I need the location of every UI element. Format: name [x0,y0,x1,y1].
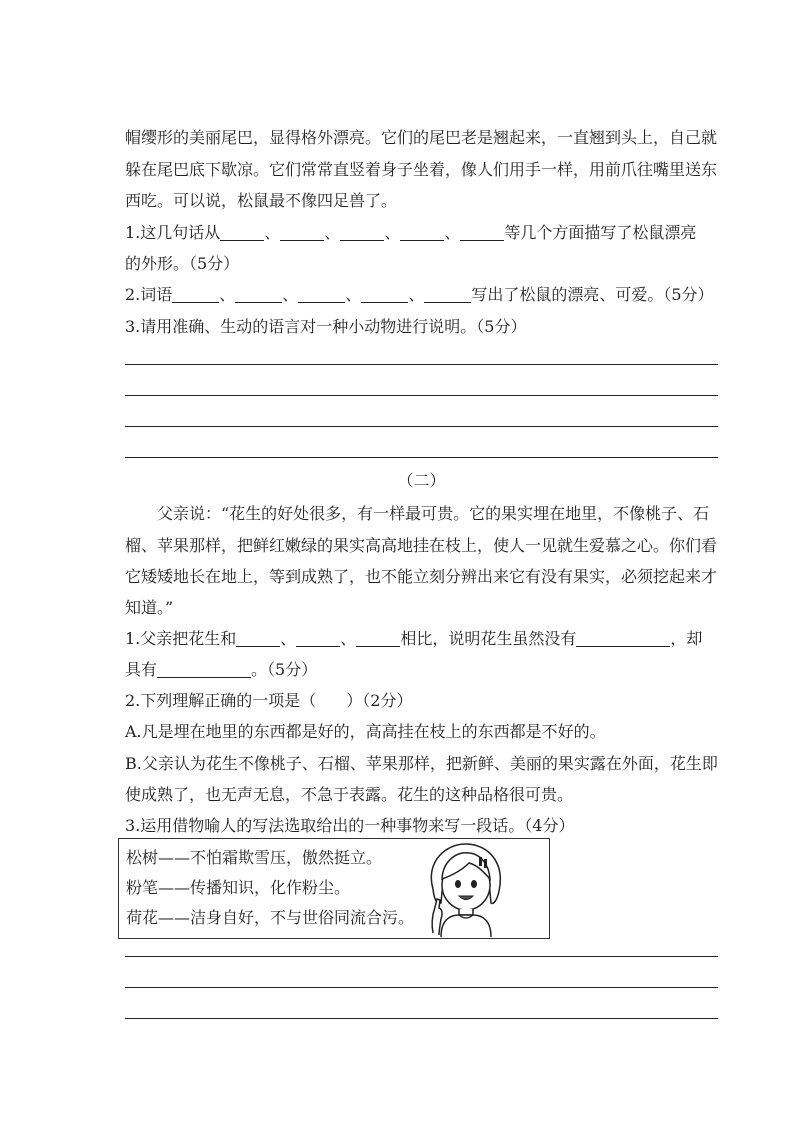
answer-blank[interactable] [460,224,504,241]
answer-blank[interactable] [296,630,340,647]
passage2-line: 它矮矮地长在地上，等到成熟了，也不能立刻分辨出来它有没有果实，必须挖起来才 [125,567,718,586]
prompt-box [118,838,550,939]
answer-blank[interactable] [356,630,400,647]
passage1-line: 躲在尾巴底下歇凉。它们常常直竖着身子坐着，像人们用手一样，用前爪往嘴里送东 [125,160,718,179]
answer-line[interactable] [125,1018,718,1019]
passage1-line: 西吃。可以说，松鼠最不像四足兽了。 [125,191,398,210]
box-item: 荷花——洁身自好，不与世俗同流合污。 [126,908,415,927]
answer-blank[interactable] [157,661,251,678]
passage2-line: 父亲说：“花生的好处很多，有一样最可贵。它的果实埋在地里，不像桃子、石 [157,504,710,523]
question-2-1-cont: 具有 。（5分） [125,660,318,679]
question-1-3: 3.请用准确、生动的语言对一种小动物进行说明。（5分） [125,317,527,336]
answer-line[interactable] [125,364,718,365]
answer-blank[interactable] [361,286,408,303]
passage2-line: 榴、苹果那样，把鲜红嫩绿的果实高高地挂在枝上，使人一见就生爱慕之心。你们看 [125,536,718,555]
option-b-cont: 使成熟了，也无声无息，不急于表露。花生的这种品格很可贵。 [125,785,574,804]
answer-line[interactable] [125,457,718,458]
answer-blank[interactable] [298,286,345,303]
answer-blank[interactable] [220,224,264,241]
section-title: （二） [397,471,446,490]
passage1-line: 帽缨形的美丽尾巴，显得格外漂亮。它们的尾巴老是翘起来，一直翘到头上，自己就 [125,128,718,147]
box-item: 松树——不怕霜欺雪压，傲然挺立。 [126,848,383,867]
answer-line[interactable] [125,956,718,957]
answer-blank[interactable] [340,224,384,241]
question-2-1: 1.父亲把花生和 、 、 相比，说明花生虽然没有 ，却 [125,629,703,648]
question-2-3: 3.运用借物喻人的写法选取给出的一种事物来写一段话。（4分） [125,816,575,835]
answer-blank[interactable] [576,630,670,647]
answer-line[interactable] [125,426,718,427]
question-1-1: 1.这几句话从 、 、 、 、 等几个方面描写了松鼠漂亮 [125,223,697,242]
answer-blank[interactable] [400,224,444,241]
question-2-2: 2.下列理解正确的一项是（ ）（2分） [125,691,413,710]
answer-blank[interactable] [280,224,324,241]
question-1-1-cont: 的外形。（5分） [125,254,240,273]
answer-line[interactable] [125,987,718,988]
option-a: A.凡是埋在地里的东西都是好的，高高挂在枝上的东西都是不好的。 [125,722,606,741]
answer-blank[interactable] [236,630,280,647]
girl-cartoon-icon [419,841,511,937]
option-b: B.父亲认为花生不像桃子、石榴、苹果那样，把新鲜、美丽的果实露在外面，花生即 [125,754,718,773]
answer-line[interactable] [125,395,718,396]
passage2-line: 知道。” [125,598,174,617]
answer-blank[interactable] [424,286,471,303]
question-1-2: 2.词语 、 、 、 、 写出了松鼠的漂亮、可爱。（5分） [125,285,714,304]
box-item: 粉笔——传播知识，化作粉尘。 [126,878,351,897]
answer-blank[interactable] [172,286,219,303]
answer-blank[interactable] [235,286,282,303]
